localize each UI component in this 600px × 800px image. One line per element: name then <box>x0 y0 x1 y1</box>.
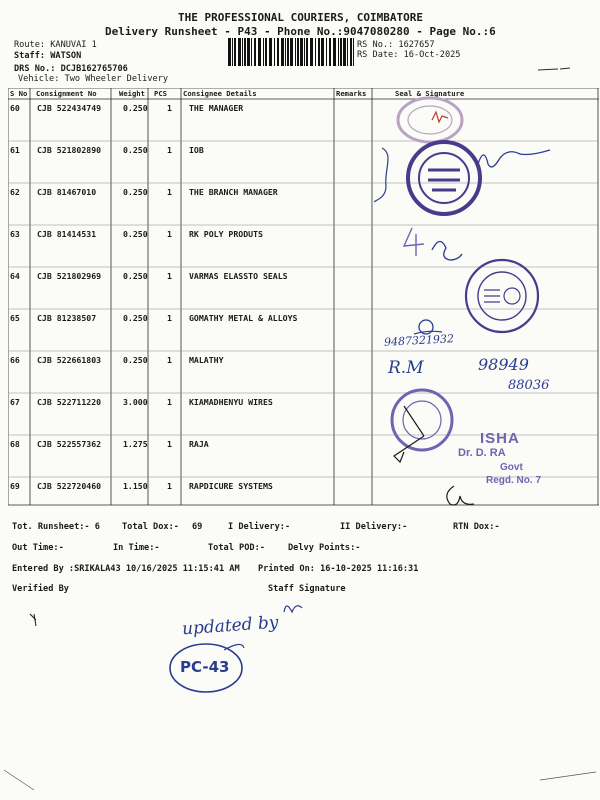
handwritten-number: 98949 <box>478 355 529 374</box>
route-label: Route: KANUVAI 1 <box>14 40 97 50</box>
row-weight: 1.275 <box>123 439 148 449</box>
barcode-bar <box>295 38 296 66</box>
row-consignment: CJB 521802890 <box>37 145 102 155</box>
row-pcs: 1 <box>167 481 172 491</box>
barcode-bar <box>315 38 316 66</box>
row-consignment: CJB 81467010 <box>37 187 97 197</box>
tot-runsheet: Tot. Runsheet:- 6 <box>12 522 100 532</box>
barcode-bar <box>318 38 320 66</box>
total-dox-value: 69 <box>192 522 203 532</box>
row-consignee: THE BRANCH MANAGER <box>189 187 278 197</box>
col-header-seal: Seal & Signature <box>395 89 465 98</box>
barcode-bar <box>244 38 246 66</box>
row-consignment: CJB 522661803 <box>37 355 102 365</box>
row-pcs: 1 <box>167 313 172 323</box>
row-weight: 0.250 <box>123 103 148 113</box>
barcode-bar <box>274 38 275 66</box>
row-consignment: CJB 522711220 <box>37 397 102 407</box>
handwritten-phone: 9487321932 <box>383 332 455 349</box>
row-sno: 63 <box>10 229 20 239</box>
col-header-consignment: Consignment No <box>36 89 97 98</box>
row-pcs: 1 <box>167 397 172 407</box>
barcode-bar <box>258 38 261 66</box>
barcode-bar <box>232 38 233 66</box>
total-dox-label: Total Dox:- <box>122 522 179 532</box>
company-title: THE PROFESSIONAL COURIERS, COIMBATORE <box>178 11 424 24</box>
verified-by: Verified By <box>12 584 69 594</box>
barcode-bar <box>238 38 241 66</box>
row-pcs: 1 <box>167 103 172 113</box>
row-consignment: CJB 81414531 <box>37 229 97 239</box>
rtn-dox: RTN Dox:- <box>453 522 500 532</box>
printed-on: Printed On: 16-10-2025 11:16:31 <box>258 564 419 574</box>
doctor-stamp-line-1: ISHA <box>480 430 520 447</box>
col-header-sno: S No <box>10 89 28 98</box>
row-sno: 69 <box>10 481 20 491</box>
row-sno: 61 <box>10 145 20 155</box>
row-sno: 66 <box>10 355 20 365</box>
row-consignee: KIAMADHENYU WIRES <box>189 397 273 407</box>
row-weight: 0.250 <box>123 145 148 155</box>
pen-mark <box>28 612 42 628</box>
vehicle-label: Vehicle: Two Wheeler Delivery <box>18 74 169 84</box>
row-pcs: 1 <box>167 271 172 281</box>
barcode-bar <box>306 38 308 66</box>
barcode-bar <box>247 38 250 66</box>
barcode-bar <box>287 38 289 66</box>
row-weight: 0.250 <box>123 229 148 239</box>
row-weight: 3.000 <box>123 397 148 407</box>
rs-number: RS No.: 1627657 <box>357 40 435 50</box>
row-consignee: GOMATHY METAL & ALLOYS <box>189 313 298 323</box>
barcode-bar <box>277 38 279 66</box>
row-consignment: CJB 522434749 <box>37 103 102 113</box>
entered-by: Entered By :SRIKALA43 10/16/2025 11:15:41 AM <box>12 564 240 574</box>
total-pod: Total POD:- <box>208 543 265 553</box>
row-consignment: CJB 522557362 <box>37 439 102 449</box>
barcode-bar <box>338 38 339 66</box>
row-sno: 64 <box>10 271 20 281</box>
barcode-bar <box>290 38 293 66</box>
row-sno: 60 <box>10 103 20 113</box>
barcode-bar <box>321 38 324 66</box>
row-weight: 0.250 <box>123 355 148 365</box>
drs-number: DRS No.: DCJB162765706 <box>14 64 128 74</box>
row-sno: 62 <box>10 187 20 197</box>
in-time: In Time:- <box>113 543 160 553</box>
doctor-stamp-line-3: Govt <box>500 462 523 473</box>
doctor-stamp-line-2: Dr. D. RA <box>458 447 506 459</box>
row-consignee: MALATHY <box>189 355 224 365</box>
row-pcs: 1 <box>167 439 172 449</box>
delvy-points: Delvy Points:- <box>288 543 361 553</box>
signature <box>280 598 306 618</box>
row-consignee: RAPDICURE SYSTEMS <box>189 481 273 491</box>
barcode-bar <box>285 38 286 66</box>
barcode-bar <box>269 38 272 66</box>
runsheet-subtitle: Delivery Runsheet - P43 - Phone No.:9047080280 - Page No.:6 <box>105 25 496 38</box>
col-header-weight: Weight <box>119 89 145 98</box>
barcode-bar <box>242 38 243 66</box>
barcode-bar <box>300 38 303 66</box>
out-time: Out Time:- <box>12 543 64 553</box>
handwritten-number-2: 88036 <box>508 378 550 393</box>
row-pcs: 1 <box>167 355 172 365</box>
barcode-bar <box>326 38 327 66</box>
pc-stamp: PC-43 <box>180 658 230 676</box>
updated-by-note: updated by <box>181 612 280 640</box>
row-pcs: 1 <box>167 145 172 155</box>
barcode-bar <box>350 38 352 66</box>
row-consignment: CJB 522720460 <box>37 481 102 491</box>
page-edge-mark <box>0 760 600 800</box>
handwritten-name: R.M <box>388 358 424 378</box>
barcode-bar <box>228 38 231 66</box>
barcode-bar <box>340 38 342 66</box>
barcode-bar <box>304 38 305 66</box>
row-weight: 1.150 <box>123 481 148 491</box>
staff-signature: Staff Signature <box>268 584 346 594</box>
col-header-pcs: PCS <box>154 89 167 98</box>
barcode-bar <box>310 38 313 66</box>
row-weight: 0.250 <box>123 313 148 323</box>
ii-delivery: II Delivery:- <box>340 522 408 532</box>
barcode-bar <box>281 38 284 66</box>
barcode-bar <box>265 38 267 66</box>
row-pcs: 1 <box>167 229 172 239</box>
barcode-bar <box>353 38 354 66</box>
col-header-remarks: Remarks <box>336 89 367 98</box>
doctor-stamp-line-4: Regd. No. 7 <box>486 475 542 486</box>
col-header-consignee: Consignee Details <box>183 89 257 98</box>
barcode-bar <box>343 38 346 66</box>
row-weight: 0.250 <box>123 187 148 197</box>
barcode-bar <box>329 38 331 66</box>
pen-mark <box>536 64 576 74</box>
barcode-bar <box>347 38 348 66</box>
row-consignee: THE MANAGER <box>189 103 244 113</box>
barcode-bar <box>263 38 264 66</box>
row-consignee: RK POLY PRODUTS <box>189 229 263 239</box>
row-sno: 67 <box>10 397 20 407</box>
row-sno: 68 <box>10 439 20 449</box>
row-consignee: RAJA <box>189 439 209 449</box>
row-weight: 0.250 <box>123 271 148 281</box>
barcode-bar <box>297 38 299 66</box>
row-consignment: CJB 521802969 <box>37 271 102 281</box>
row-sno: 65 <box>10 313 20 323</box>
i-delivery: I Delivery:- <box>228 522 291 532</box>
staff-label: Staff: WATSON <box>14 51 82 61</box>
barcode-bar <box>254 38 256 66</box>
rs-date: RS Date: 16-Oct-2025 <box>357 50 461 60</box>
barcode-bar <box>234 38 236 66</box>
barcode <box>228 38 354 66</box>
barcode-bar <box>333 38 336 66</box>
row-consignment: CJB 81238507 <box>37 313 97 323</box>
barcode-bar <box>251 38 252 66</box>
row-consignee: IOB <box>189 145 204 155</box>
row-pcs: 1 <box>167 187 172 197</box>
row-consignee: VARMAS ELASSTO SEALS <box>189 271 288 281</box>
